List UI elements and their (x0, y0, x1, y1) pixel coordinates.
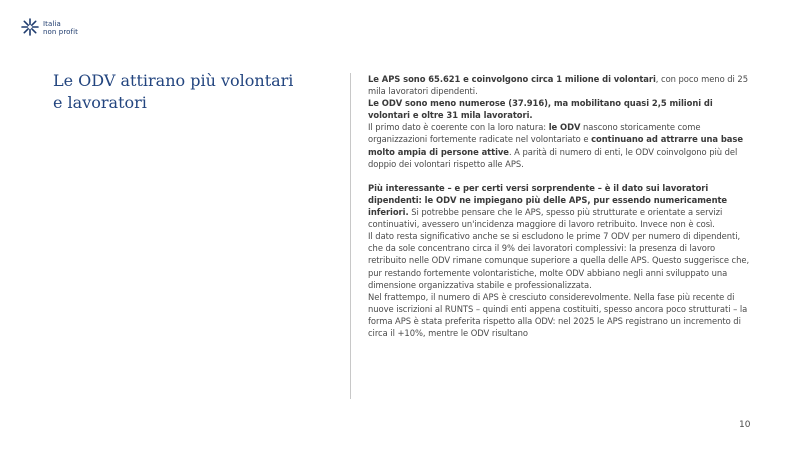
paragraph-6 (368, 291, 750, 339)
paragraph-2 (368, 97, 750, 121)
p2-bold: Le ODV sono meno numerose (37.916), ma mobilitano quasi 2,5 milioni di volontari e oltre 31 mila lavoratori. (368, 98, 713, 121)
vertical-divider (350, 73, 351, 399)
paragraph-4 (368, 182, 750, 230)
paragraph-gap (368, 170, 750, 182)
paragraph-3 (368, 121, 750, 169)
p1-bold: Le APS sono 65.621 e coinvolgono circa 1 milione di volontari (368, 74, 656, 84)
p3-text-1: Il primo dato è coerente con la loro natura: (368, 122, 549, 133)
p3-text-3: . A parità di numero di enti, le ODV coinvolgono più del doppio dei volontari rispetto alle APS. (368, 146, 738, 169)
asterisk-burst-icon (20, 17, 40, 37)
p6-text: Nel frattempo, il numero di APS è cresciuto considerevolmente. Nella fase più recente di nuove iscrizioni al RUNTS – quindi enti appena costituiti, spesso ancora poco strutturati – la forma APS è stata preferita rispetto alla ODV: nel 2025 le APS registrano un incremento di circa il +10%, mentre le ODV risultano (368, 291, 748, 338)
page-title: Le ODV attirano più volontari e lavoratori (53, 71, 294, 112)
p3-bold-2: continuano ad attrarre una base molto ampia di persone attive (368, 134, 743, 157)
logo-line2: non profit (43, 28, 78, 36)
p1-text: , con poco meno di 25 mila lavoratori dipendenti. (368, 74, 748, 97)
logo (20, 17, 100, 41)
logo-text (43, 20, 78, 36)
logo-line1: Italia (43, 20, 61, 28)
p3-bold-1: le ODV (548, 122, 581, 133)
p3-text-2: nascono storicamente come organizzazioni fortemente radicate nel volontariato e (368, 122, 701, 145)
p4-text: Si potrebbe pensare che le APS, spesso più strutturate e orientate a servizi continuativi, avessero un'incidenza maggiore di lavoro retribuito. Invece non è così. (368, 207, 723, 230)
p5-text: Il dato resta significativo anche se si escludono le prime 7 ODV per numero di dipendenti, che da sole concentrano circa il 9% dei lavoratori complessivi: la presenza di lavoro retribuito nelle ODV rimane comunque superiore a quella delle APS. Questo suggerisce che, pur restando fortemente volontaristiche, molte ODV abbiano negli anni sviluppato una dimensione organizzativa stabile e professionalizzata. (368, 231, 750, 290)
paragraph-5 (368, 230, 750, 290)
body-text (368, 73, 750, 339)
p4-bold: Più interessante – e per certi versi sorprendente – è il dato sui lavoratori dipendenti: le ODV ne impiegano più delle APS, pur essendo numericamente inferiori. (368, 182, 728, 218)
paragraph-1 (368, 73, 750, 97)
page-number: 10 (739, 420, 751, 430)
